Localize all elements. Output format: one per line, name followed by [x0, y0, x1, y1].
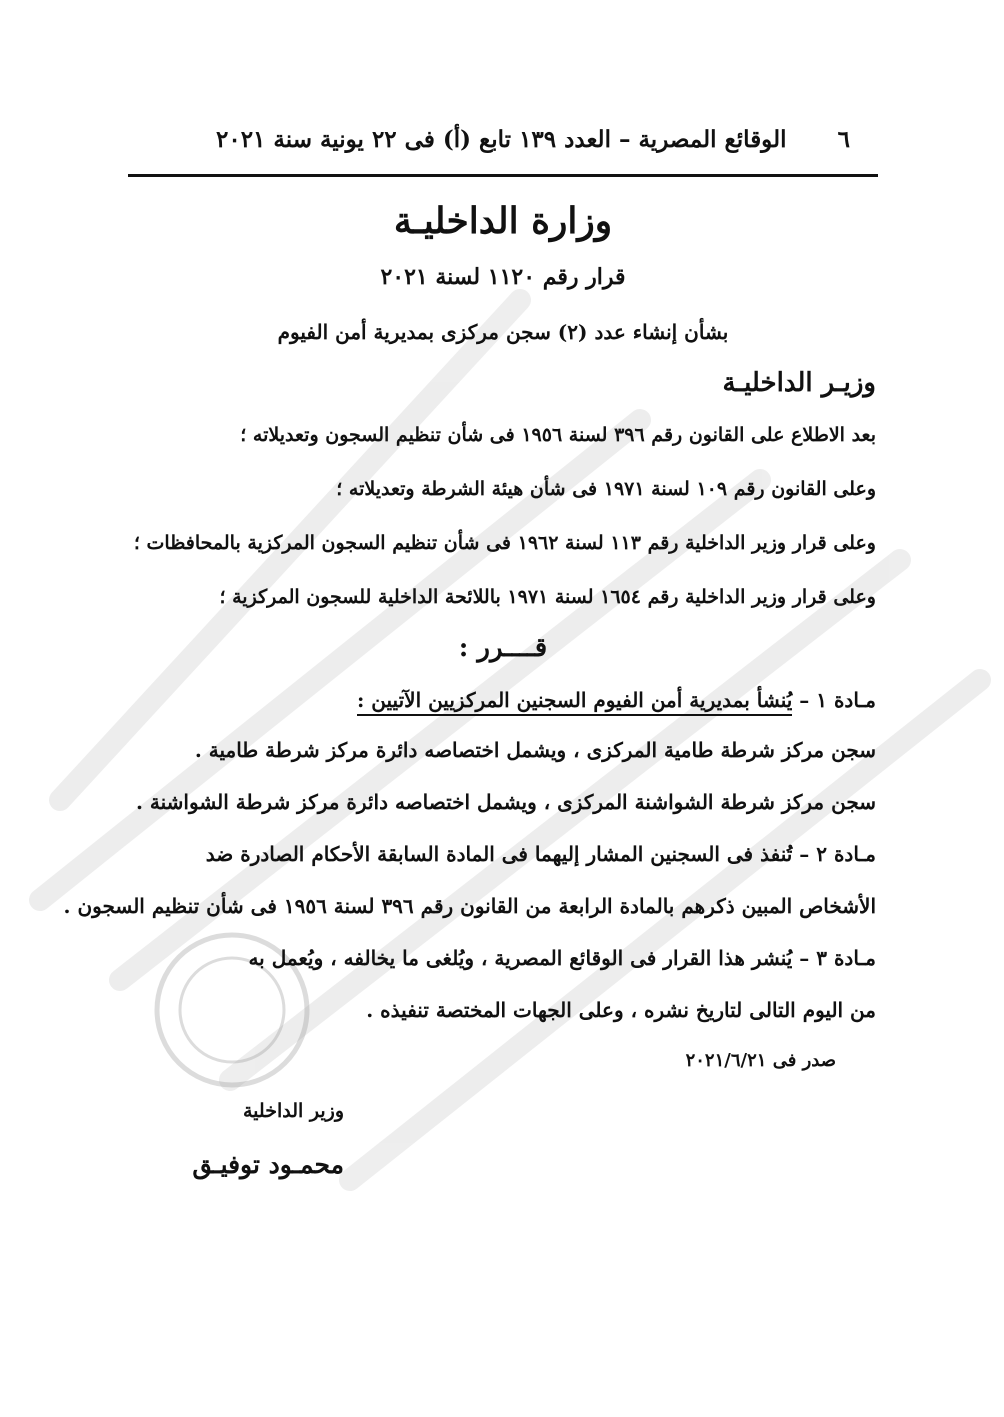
preamble-line: وعلى قرار وزير الداخلية رقم ١١٣ لسنة ١٩٦٢ فى شأن تنظيم السجون المركزية بالمحافظات ؛: [133, 532, 876, 554]
signatory-title: وزير الداخلية: [242, 1100, 344, 1122]
article-3-line-1: مـادة ٣ – يُنشر هذا القرار فى الوقائع المصرية ، ويُلغى ما يخالفه ، ويُعمل به: [248, 946, 876, 970]
issued-date: صدر فى ٢٠٢١/٦/٢١: [685, 1050, 836, 1071]
prison-2-line: سجن مركز شرطة الشواشنة المركزى ، ويشمل اختصاصه دائرة مركز شرطة الشواشنة .: [135, 790, 876, 814]
preamble-line: وعلى قرار وزير الداخلية رقم ١٦٥٤ لسنة ١٩٧١ باللائحة الداخلية للسجون المركزية ؛: [219, 586, 876, 608]
article-2-line-1: مـادة ٢ – تُنفذ فى السجنين المشار إليهما فى المادة السابقة الأحكام الصادرة ضد: [205, 842, 876, 866]
decree-number: قرار رقم ١١٢٠ لسنة ٢٠٢١: [380, 264, 626, 290]
decided-heading: قــــرر :: [458, 633, 548, 663]
running-title: الوقائع المصرية – العدد ١٣٩ تابع (أ) فى ٢٢ يونية سنة ٢٠٢١: [216, 126, 787, 153]
article-1-label: مـادة ١ –: [799, 688, 876, 712]
signatory-name: محمـود توفيـق: [192, 1150, 344, 1179]
preamble-line: وعلى القانون رقم ١٠٩ لسنة ١٩٧١ فى شأن هيئة الشرطة وتعديلاته ؛: [336, 478, 876, 500]
article-1: [357, 688, 876, 712]
ministry-title: وزارة الداخليـة: [393, 200, 613, 242]
article-1-text: يُنشأ بمديرية أمن الفيوم السجنين المركزيين الآتيين :: [357, 688, 792, 716]
article-2-line-2: الأشخاص المبين ذكرهم بالمادة الرابعة من القانون رقم ٣٩٦ لسنة ١٩٥٦ فى شأن تنظيم السجون .: [63, 894, 876, 918]
preamble-line: بعد الاطلاع على القانون رقم ٣٩٦ لسنة ١٩٥٦ فى شأن تنظيم السجون وتعديلاته ؛: [240, 424, 876, 446]
article-3-line-2: من اليوم التالى لتاريخ نشره ، وعلى الجهات المختصة تنفيذه .: [366, 998, 876, 1022]
page-number: ٦: [837, 126, 850, 153]
decree-subject: بشأن إنشاء عدد (٢) سجن مركزى بمديرية أمن الفيوم: [277, 320, 729, 344]
running-header: [128, 126, 878, 162]
prison-1-line: سجن مركز شرطة طامية المركزى ، ويشمل اختصاصه دائرة مركز شرطة طامية .: [194, 738, 876, 762]
header-divider: [128, 174, 878, 177]
minister-heading: وزيـر الداخليـة: [722, 368, 876, 398]
